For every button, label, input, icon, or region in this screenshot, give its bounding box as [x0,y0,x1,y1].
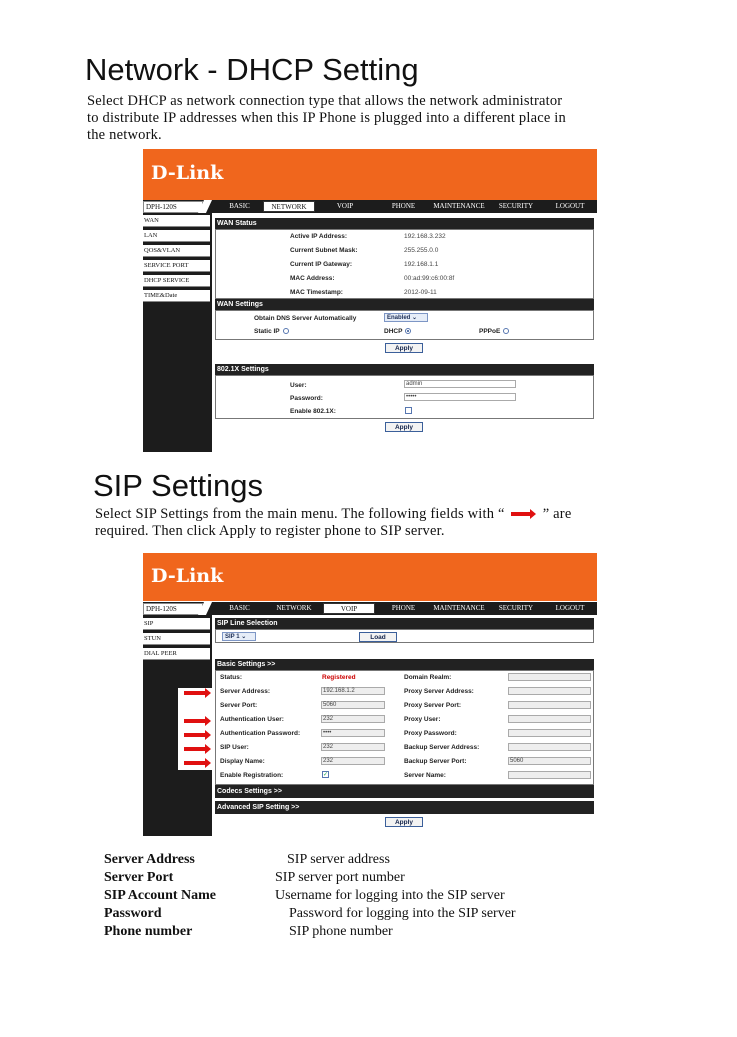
red-arrow-shape [511,512,531,516]
proxy-password-input[interactable] [508,729,591,737]
wan-apply-button[interactable]: Apply [385,343,423,353]
auth-user-label: Authentication User: [220,716,284,723]
nav-network[interactable]: NETWORK [276,604,312,612]
sip-line-value: SIP 1 [225,634,240,640]
red-arrow-icon [184,733,206,737]
basic-settings-box [215,670,594,785]
backup-server-port-label: Backup Server Port: [404,758,467,765]
nav-voip[interactable]: VOIP [323,603,375,614]
nav-network[interactable]: NETWORK [263,201,315,212]
subnet-mask-value: 255.255.0.0 [404,247,439,254]
active-ip-label: Active IP Address: [290,233,348,240]
model-label: DPH-120S [143,603,203,615]
definition-desc: SIP phone number [289,924,393,939]
auth-user-input[interactable]: 232 [321,715,385,723]
domain-realm-label: Domain Realm: [404,674,452,681]
red-arrow-icon [184,691,206,695]
mac-address-label: MAC Address: [290,275,335,282]
brand-banner [143,553,597,601]
dot1x-user-input[interactable]: admin [404,380,516,388]
nav-security[interactable]: SECURITY [498,604,534,612]
nav-basic[interactable]: BASIC [229,604,250,612]
sip-intro-start: Select SIP Settings from the main menu. The following fields with “ [95,506,505,522]
network-intro-line: Select DHCP as network connection type that allows the network administrator [87,93,563,109]
dhcp-label: DHCP [384,328,403,335]
proxy-server-address-input[interactable] [508,687,591,695]
top-nav [143,200,597,213]
gateway-label: Current IP Gateway: [290,261,353,268]
server-port-input[interactable]: 5060 [321,701,385,709]
dot1x-user-label: User: [290,382,307,389]
wan-settings-box [215,310,594,340]
sip-intro-line [95,506,695,523]
basic-settings-title: Basic Settings >> [215,659,594,670]
static-ip-radio[interactable] [283,328,289,334]
dlink-logo: D-Link [151,565,224,587]
nav-basic[interactable]: BASIC [229,202,250,210]
definition-row [104,870,624,888]
load-button[interactable]: Load [359,632,397,642]
sidebar-item-qos-vlan[interactable]: QOS&VLAN [143,245,210,257]
nav-logout[interactable]: LOGOUT [555,202,585,210]
sip-apply-button[interactable]: Apply [385,817,423,827]
definition-desc: SIP server port number [275,870,405,885]
static-ip-option[interactable] [254,328,289,335]
red-arrow-icon [505,508,543,518]
sip-intro-line-2: required. Then click Apply to register phone to SIP server. [95,523,445,539]
codecs-settings-title[interactable]: Codecs Settings >> [215,785,594,798]
definition-term: Server Address [104,852,195,867]
server-address-input[interactable]: 192.168.1.2 [321,687,385,695]
definition-term: Server Port [104,870,174,885]
auth-password-label: Authentication Password: [220,730,301,737]
wan-status-box [215,229,594,299]
network-heading: Network - DHCP Setting [85,52,419,87]
definition-row [104,852,624,870]
status-label: Status: [220,674,243,681]
server-port-label: Server Port: [220,702,258,709]
server-address-label: Server Address: [220,688,270,695]
auth-password-input[interactable]: •••• [321,729,385,737]
top-nav [143,602,597,615]
nav-security[interactable]: SECURITY [498,202,534,210]
server-name-label: Server Name: [404,772,446,779]
dns-auto-label: Obtain DNS Server Automatically [254,315,357,322]
dot1x-password-input[interactable]: ••••• [404,393,516,401]
definition-row [104,906,624,924]
backup-server-address-input[interactable] [508,743,591,751]
enable-registration-checkbox[interactable]: ✓ [323,772,329,778]
definition-term: SIP Account Name [104,888,216,903]
sidebar-item-sip[interactable]: SIP [143,618,210,630]
nav-maintenance[interactable]: MAINTENANCE [433,604,485,612]
required-arrows [178,688,214,770]
definition-row [104,888,624,906]
pppoe-radio[interactable] [503,328,509,334]
status-value: Registered [322,674,356,681]
dot1x-apply-button[interactable]: Apply [385,422,423,432]
dot1x-password-label: Password: [290,395,323,402]
proxy-password-label: Proxy Password: [404,730,457,737]
dot1x-enable-checkbox[interactable] [405,407,412,414]
pppoe-option[interactable] [479,328,509,335]
wan-settings-title: WAN Settings [215,299,594,310]
sip-intro-end: ” are [542,506,572,522]
subnet-mask-label: Current Subnet Mask: [290,247,358,254]
nav-phone[interactable]: PHONE [391,202,416,210]
active-ip-value: 192.168.3.232 [404,233,446,240]
network-panel [215,213,594,452]
nav-logout[interactable]: LOGOUT [555,604,585,612]
nav-phone[interactable]: PHONE [391,604,416,612]
proxy-user-label: Proxy User: [404,716,441,723]
sip-panel [215,615,594,836]
dlink-logo: D-Link [151,162,224,184]
definition-desc: SIP server address [287,852,390,867]
sidebar-item-dhcp-service[interactable]: DHCP SERVICE [143,275,210,287]
definition-desc: Username for logging into the SIP server [275,888,505,903]
definition-term: Password [104,906,162,921]
field-definitions [104,852,624,942]
dot1x-box [215,375,594,419]
mac-address-value: 00:ad:99:c6:00:8f [404,275,455,282]
server-name-input[interactable] [508,771,591,779]
sidebar-item-lan[interactable]: LAN [143,230,210,242]
dns-auto-select[interactable] [384,313,428,322]
definition-term: Phone number [104,924,193,939]
sidebar-item-dial-peer[interactable]: DIAL PEER [143,648,210,660]
model-label: DPH-120S [143,201,203,213]
red-arrow-icon [184,719,206,723]
sip-heading: SIP Settings [93,468,264,503]
brand-banner [143,149,597,200]
display-name-label: Display Name: [220,758,265,765]
sip-user-input[interactable]: 232 [321,743,385,751]
advanced-sip-title[interactable]: Advanced SIP Setting >> [215,801,594,814]
chevron-down-icon: ⌄ [241,634,247,640]
sidebar-item-wan[interactable]: WAN [143,215,210,227]
backup-server-address-label: Backup Server Address: [404,744,480,751]
dns-auto-value: Enabled [387,315,411,321]
definition-desc: Password for logging into the SIP server [289,906,516,921]
sip-user-label: SIP User: [220,744,249,751]
backup-server-port-input[interactable]: 5060 [508,757,591,765]
proxy-server-port-input[interactable] [508,701,591,709]
dhcp-option[interactable] [384,328,411,335]
sidebar [143,213,212,452]
gateway-value: 192.168.1.1 [404,261,439,268]
dot1x-enable-label: Enable 802.1X: [290,408,336,415]
mac-timestamp-value: 2012-09-11 [404,289,437,296]
red-arrow-icon [184,747,206,751]
sidebar-item-time-date[interactable]: TIME&Date [143,290,210,302]
pppoe-label: PPPoE [479,328,501,335]
sip-intro [95,506,695,540]
sidebar-item-service-port[interactable]: SERVICE PORT [143,260,210,272]
proxy-server-port-label: Proxy Server Port: [404,702,462,709]
definition-row [104,924,624,942]
network-intro-line: to distribute IP addresses when this IP Phone is plugged into a different place in [87,110,566,126]
sidebar-item-stun[interactable]: STUN [143,633,210,645]
nav-maintenance[interactable]: MAINTENANCE [433,202,485,210]
sip-line-select[interactable] [222,632,256,641]
nav-voip[interactable]: VOIP [336,202,354,210]
enable-registration-label: Enable Registration: [220,772,284,779]
static-ip-label: Static IP [254,328,280,335]
sip-line-title: SIP Line Selection [215,618,594,629]
dhcp-radio[interactable] [405,328,411,334]
domain-realm-input[interactable] [508,673,591,681]
network-screenshot [143,149,597,452]
dot1x-title: 802.1X Settings [215,364,594,375]
mac-timestamp-label: MAC Timestamp: [290,289,343,296]
network-intro [87,93,657,144]
proxy-server-address-label: Proxy Server Address: [404,688,474,695]
network-intro-line: the network. [87,127,162,143]
wan-status-title: WAN Status [215,218,594,229]
display-name-input[interactable]: 232 [321,757,385,765]
proxy-user-input[interactable] [508,715,591,723]
sip-line-box [215,629,594,643]
red-arrow-icon [184,761,206,765]
chevron-down-icon: ⌄ [412,315,418,321]
